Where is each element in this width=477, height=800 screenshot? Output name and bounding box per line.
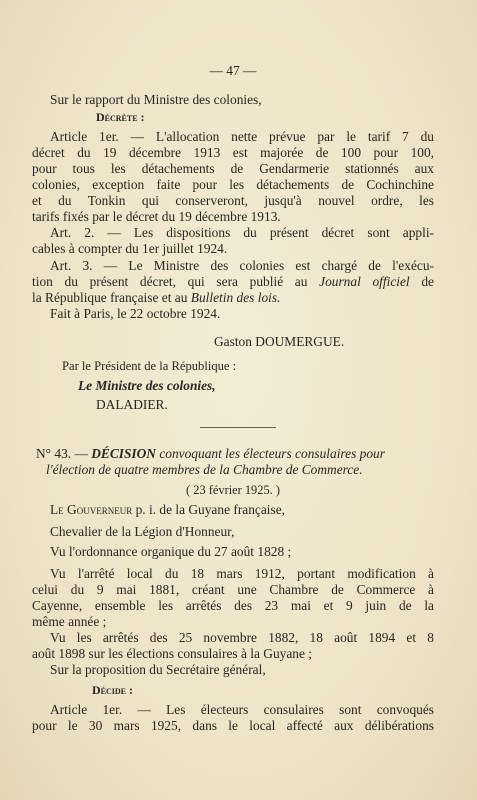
decision-number: N° 43. —	[36, 446, 88, 461]
chevalier-line: Chevalier de la Légion d'Honneur,	[50, 524, 235, 539]
vu-arrete-line: même année ;	[32, 614, 107, 629]
page-number: — 47 —	[209, 63, 257, 78]
decree-art3-line	[32, 290, 434, 306]
decree-art3-line	[32, 274, 434, 290]
vu-ordonnance: Vu l'ordonnance organique du 27 août 1828 ;	[50, 544, 292, 559]
decision-decide: Décide :	[92, 683, 134, 697]
section-divider	[200, 427, 276, 428]
minister-title: Le Ministre des colonies,	[78, 378, 216, 393]
decree-art1-line: Article 1er. — L'allocation nette prévue par le tarif 7 du	[50, 129, 434, 144]
decree-art2-line: cables à compter du 1er juillet 1924.	[32, 241, 228, 256]
proposition-line: Sur la proposition du Secrétaire général,	[50, 662, 266, 677]
decree-art1-line: pour tous les détachements de Gendarmerie stationnés aux	[32, 161, 434, 176]
vu-elections-line: août 1898 sur les élections consulaires à la Guyane ;	[32, 646, 313, 661]
bulletin-des-lois: Bulletin des lois.	[190, 290, 281, 305]
signature-doumergue: Gaston DOUMERGUE.	[214, 334, 345, 349]
journal-officiel: Journal officiel	[319, 274, 410, 289]
vu-elections-line: Vu les arrêtés des 25 novembre 1882, 18 août 1894 et 8	[50, 630, 434, 645]
decree-art3-line: Art. 3. — Le Ministre des colonies est chargé de l'exécu-	[50, 258, 434, 273]
decree-decrete: Décrète :	[96, 110, 145, 124]
minister-name: DALADIER.	[96, 397, 168, 412]
decree-art1-line: et du Tonkin qui conserveront, jusqu'à nouvel ordre, les	[32, 193, 434, 208]
decree-art3-text: tion du présent décret, qui sera publié au	[32, 274, 308, 289]
decree-art3-text: la République française et au	[32, 290, 188, 305]
decision-title-line2: l'élection de quatre membres de la Chambre de Commerce.	[46, 462, 363, 477]
par-le-president: Par le Président de la République :	[62, 359, 237, 373]
vu-arrete-line: Vu l'arrêté local du 18 mars 1912, portant modification à	[50, 566, 434, 581]
decree-art1-line: tarifs fixés par le décret du 19 décembre 1913.	[32, 209, 281, 224]
decree-fait: Fait à Paris, le 22 octobre 1924.	[50, 306, 221, 321]
decree-preamble: Sur le rapport du Ministre des colonies,	[50, 92, 262, 107]
decree-art1-line: colonies, exception faite pour les détachements de Cochinchine	[32, 177, 434, 192]
decision-title-line	[36, 446, 436, 462]
gouverneur-line	[50, 502, 434, 518]
gouverneur-rest: p. i. de la Guyane française,	[135, 502, 286, 517]
decision-title-text: convoquant les électeurs consulaires pour	[159, 446, 385, 461]
gouverneur-title: Le Gouverneur	[50, 502, 133, 517]
decree-art1-line: décret du 19 décembre 1913 est majorée de 100 pour 100,	[32, 145, 434, 160]
decree-art3-text: de	[421, 274, 434, 289]
decision-art1-line: pour le 30 mars 1925, dans le local affecté aux délibérations	[32, 718, 434, 733]
vu-arrete-line: Cayenne, ensemble les arrêtés des 23 mai et 9 juin de la	[32, 598, 434, 613]
decision-date: ( 23 février 1925. )	[186, 483, 280, 497]
decree-art2-line: Art. 2. — Les dispositions du présent décret sont appli-	[50, 225, 434, 240]
decision-art1-line: Article 1er. — Les électeurs consulaires sont convoqués	[50, 702, 434, 717]
vu-arrete-line: celui du 9 mai 1881, créant une Chambre de Commerce à	[32, 582, 434, 597]
decision-label: DÉCISION	[91, 446, 156, 461]
